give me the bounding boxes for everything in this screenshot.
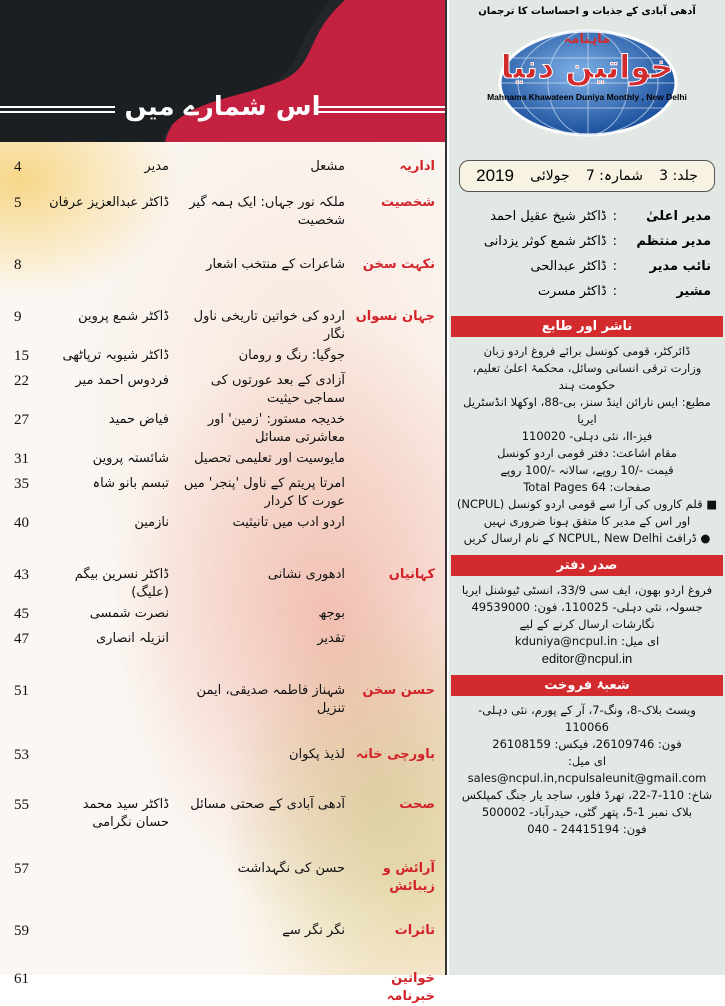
page-number: 55 bbox=[14, 797, 29, 813]
page-number: 43 bbox=[14, 567, 29, 583]
logo-block bbox=[449, 0, 725, 150]
article-title: نگر نگر سے bbox=[282, 923, 345, 938]
section-label: اداریہ bbox=[399, 159, 435, 174]
colon: : bbox=[612, 284, 617, 299]
staff-name: ڈاکٹر عبدالحی bbox=[530, 259, 607, 274]
staff-role: مدیر اعلیٰ bbox=[646, 209, 711, 224]
article-title: تقدیر bbox=[317, 631, 345, 646]
logo-monthly: ماہنامہ bbox=[563, 32, 611, 47]
article-title: بوجھ bbox=[318, 606, 345, 621]
logo-name: خواتین دنیا bbox=[500, 47, 674, 86]
issue-info-box bbox=[459, 160, 715, 192]
section-label: باورچی خانہ bbox=[355, 747, 435, 762]
sales-line: بلاک نمبر 1-5، پتھر گٹی، حیدرآباد- 500002 bbox=[481, 805, 693, 819]
page-number: 9 bbox=[14, 309, 22, 325]
sales-info bbox=[449, 702, 725, 838]
article-title: ملکہ نور جہاں: ایک ہمہ گیر شخصیت bbox=[189, 195, 345, 228]
article-title: آزادی کے بعد عورتوں کی سماجی حیثیت bbox=[210, 373, 345, 406]
article-title: حسن کی نگہداشت bbox=[237, 861, 345, 876]
volume: جلد: 3 bbox=[659, 168, 698, 184]
contents-row bbox=[0, 860, 445, 896]
contents-row bbox=[0, 475, 445, 511]
section-label: حسن سخن bbox=[362, 683, 435, 698]
page-number: 59 bbox=[14, 923, 29, 939]
publisher-line: مقام اشاعت: دفتر قومی اردو کونسل bbox=[497, 446, 677, 460]
office-info bbox=[449, 582, 725, 667]
section-label: شخصیت bbox=[380, 195, 435, 210]
contents-row bbox=[0, 566, 445, 602]
sales-line: شاخ: 110-7-22، تھرڈ فلور، ساجد یار جنگ کمپلکس bbox=[461, 788, 713, 802]
page-number: 45 bbox=[14, 606, 29, 622]
sales-line: ای میل: sales@ncpul.in,ncpulsaleunit@gmail.com bbox=[467, 754, 707, 785]
contents-row bbox=[0, 796, 445, 832]
contents-row bbox=[0, 308, 445, 344]
article-title: ادھوری نشانی bbox=[267, 567, 345, 582]
section-label: صحت bbox=[399, 797, 435, 812]
publisher-info bbox=[449, 343, 725, 547]
contents-row bbox=[0, 347, 445, 369]
page-number: 4 bbox=[14, 159, 22, 175]
office-line: فروغ اردو بھون، ایف سی 33/9، انسٹی ٹیوشنل ایریا bbox=[461, 583, 713, 597]
contents-row bbox=[0, 158, 445, 180]
article-author: شائستہ پروین bbox=[92, 451, 169, 466]
contents-row bbox=[0, 372, 445, 408]
office-line: جسولہ، نئی دہلی- 110025، فون: 49539000 bbox=[471, 600, 703, 614]
publisher-line: صفحات: 64 Total Pages bbox=[523, 480, 651, 494]
article-title: جوگیا: رنگ و رومان bbox=[238, 348, 345, 363]
masthead-panel bbox=[449, 0, 725, 975]
page-number: 22 bbox=[14, 373, 29, 389]
section-label: خواتین خبرنامہ bbox=[386, 971, 435, 1004]
page-number: 27 bbox=[14, 412, 29, 428]
sales-line: ویسٹ بلاک-8، ونگ-7، آر کے پورم، نئی دہلی- 110066 bbox=[478, 703, 696, 734]
staff-row bbox=[449, 283, 725, 301]
publisher-line: فیز-II، نئی دہلی- 110020 bbox=[521, 429, 653, 443]
logo-tagline: آدھی آبادی کے جذبات و احساسات کا ترجمان bbox=[478, 6, 696, 17]
issue-number: شمارہ: 7 bbox=[585, 168, 643, 184]
page-number: 40 bbox=[14, 515, 29, 531]
publisher-line: قیمت -/10 روپے، سالانہ -/100 روپے bbox=[500, 463, 674, 477]
contents-row bbox=[0, 746, 445, 768]
contents-row bbox=[0, 450, 445, 472]
page-number: 53 bbox=[14, 747, 29, 763]
contents-row bbox=[0, 922, 445, 944]
publisher-line: ■ قلم کاروں کی آرا سے قومی اردو کونسل (NCPUL) bbox=[456, 497, 718, 511]
logo-english: Mahnama Khawateen Duniya Monthly , New Delhi bbox=[487, 91, 687, 102]
publisher-heading: ناشر اور طابع bbox=[451, 316, 723, 337]
sales-line: فون: 24415194 - 040 bbox=[527, 822, 647, 836]
colon: : bbox=[612, 209, 617, 224]
contents-row bbox=[0, 256, 445, 278]
page-number: 61 bbox=[14, 971, 29, 987]
publisher-line: اور اس کے مدیر کا متفق ہونا ضروری نہیں bbox=[483, 514, 691, 528]
article-title: خدیجہ مستور: 'زمین' اور معاشرتی مسائل bbox=[207, 412, 345, 445]
article-author: مدیر bbox=[144, 159, 169, 174]
office-line: نگارشات ارسال کرنے کے لیے bbox=[519, 617, 655, 631]
staff-row bbox=[449, 258, 725, 276]
contents-row bbox=[0, 411, 445, 447]
staff-role: نائب مدیر bbox=[649, 259, 711, 274]
sales-heading: شعبۂ فروخت bbox=[451, 675, 723, 696]
sales-line: فون: 26109746، فیکس: 26108159 bbox=[492, 737, 682, 751]
office-line: ای میل: kduniya@ncpul.in bbox=[514, 634, 660, 648]
publisher-line: مطبع: ایس نارائن اینڈ سنز، بی-88، اوکھلا انڈسٹریل ایریا bbox=[463, 395, 711, 426]
article-author: ڈاکٹر نسرین بیگم (علیگ) bbox=[74, 567, 169, 600]
article-title: شہناز فاطمہ صدیقی، ایمن تنزیل bbox=[196, 683, 345, 716]
publisher-line: ● ڈرافٹ NCPUL, New Delhi کے نام ارسال کریں bbox=[463, 531, 711, 545]
article-author: نازمین bbox=[134, 515, 169, 530]
logo-text bbox=[449, 6, 725, 102]
staff-name: ڈاکٹر شیخ عقیل احمد bbox=[490, 209, 607, 224]
year: 2019 bbox=[476, 166, 514, 185]
staff-role: مدیر منتظم bbox=[636, 234, 711, 249]
article-title: شاعرات کے منتخب اشعار bbox=[206, 257, 345, 272]
staff-row bbox=[449, 208, 725, 226]
contents-list bbox=[0, 150, 445, 1006]
article-author: ڈاکٹر عبدالعزیز عرفان bbox=[49, 195, 169, 210]
article-author: ڈاکٹر سید محمد حسان نگرامی bbox=[82, 797, 169, 830]
section-label: جہان نسواں bbox=[355, 309, 435, 324]
page-number: 57 bbox=[14, 861, 29, 877]
contents-row bbox=[0, 514, 445, 536]
page-number: 15 bbox=[14, 348, 29, 364]
section-label: نکہت سخن bbox=[362, 257, 435, 272]
article-author: ڈاکٹر شمع پروین bbox=[78, 309, 169, 324]
article-title: مایوسیت اور تعلیمی تحصیل bbox=[194, 451, 345, 466]
contents-header bbox=[0, 0, 445, 142]
office-line: editor@ncpul.in bbox=[541, 651, 633, 666]
staff-role: مشیر bbox=[676, 284, 711, 299]
section-label: کہانیاں bbox=[388, 567, 435, 582]
contents-row bbox=[0, 682, 445, 718]
page-number: 51 bbox=[14, 683, 29, 699]
page-number: 8 bbox=[14, 257, 22, 273]
contents-row bbox=[0, 194, 445, 230]
article-title: آدھی آبادی کے صحتی مسائل bbox=[190, 797, 345, 812]
article-author: فردوس احمد میر bbox=[75, 373, 169, 388]
article-title: اردو ادب میں تانیثیت bbox=[232, 515, 345, 530]
colon: : bbox=[612, 259, 617, 274]
section-label: تاثرات bbox=[394, 923, 435, 938]
staff-row bbox=[449, 233, 725, 251]
publisher-line: ڈائرکٹر، قومی کونسل برائے فروغ اردو زبان bbox=[483, 344, 691, 358]
page-number: 31 bbox=[14, 451, 29, 467]
article-author: نصرت شمسی bbox=[89, 606, 169, 621]
month: جولائی bbox=[530, 168, 570, 184]
article-title: اردو کی خواتین تاریخی ناول نگار bbox=[193, 309, 345, 342]
staff-name: ڈاکٹر مسرت bbox=[537, 284, 607, 299]
publisher-line: وزارت ترقی انسانی وسائل، محکمۂ اعلیٰ تعلیم، حکومت ہند bbox=[472, 361, 702, 392]
article-author: فیاض حمید bbox=[108, 412, 169, 427]
article-title: لذیذ پکوان bbox=[288, 747, 345, 762]
page-number: 5 bbox=[14, 195, 22, 211]
article-title: امرتا پریتم کے ناول 'پنجر' میں عورت کا کردار bbox=[183, 476, 345, 509]
contents-row bbox=[0, 970, 445, 1006]
staff-name: ڈاکٹر شمع کوثر یزدانی bbox=[483, 234, 607, 249]
page-number: 35 bbox=[14, 476, 29, 492]
colon: : bbox=[612, 234, 617, 249]
staff-list bbox=[449, 208, 725, 308]
section-label: آرائش و زیبائش bbox=[382, 861, 435, 894]
article-author: تبسم بانو شاہ bbox=[92, 476, 169, 491]
article-author: ڈاکٹر شیوبہ ترپاٹھی bbox=[62, 348, 169, 363]
article-author: انزیلہ انصاری bbox=[96, 631, 169, 646]
office-heading: صدر دفتر bbox=[451, 555, 723, 576]
contents-row bbox=[0, 605, 445, 627]
page-title: اس شمارے میں bbox=[124, 92, 321, 122]
article-title: مشعل bbox=[310, 159, 345, 174]
contents-row bbox=[0, 630, 445, 652]
page-number: 47 bbox=[14, 631, 29, 647]
